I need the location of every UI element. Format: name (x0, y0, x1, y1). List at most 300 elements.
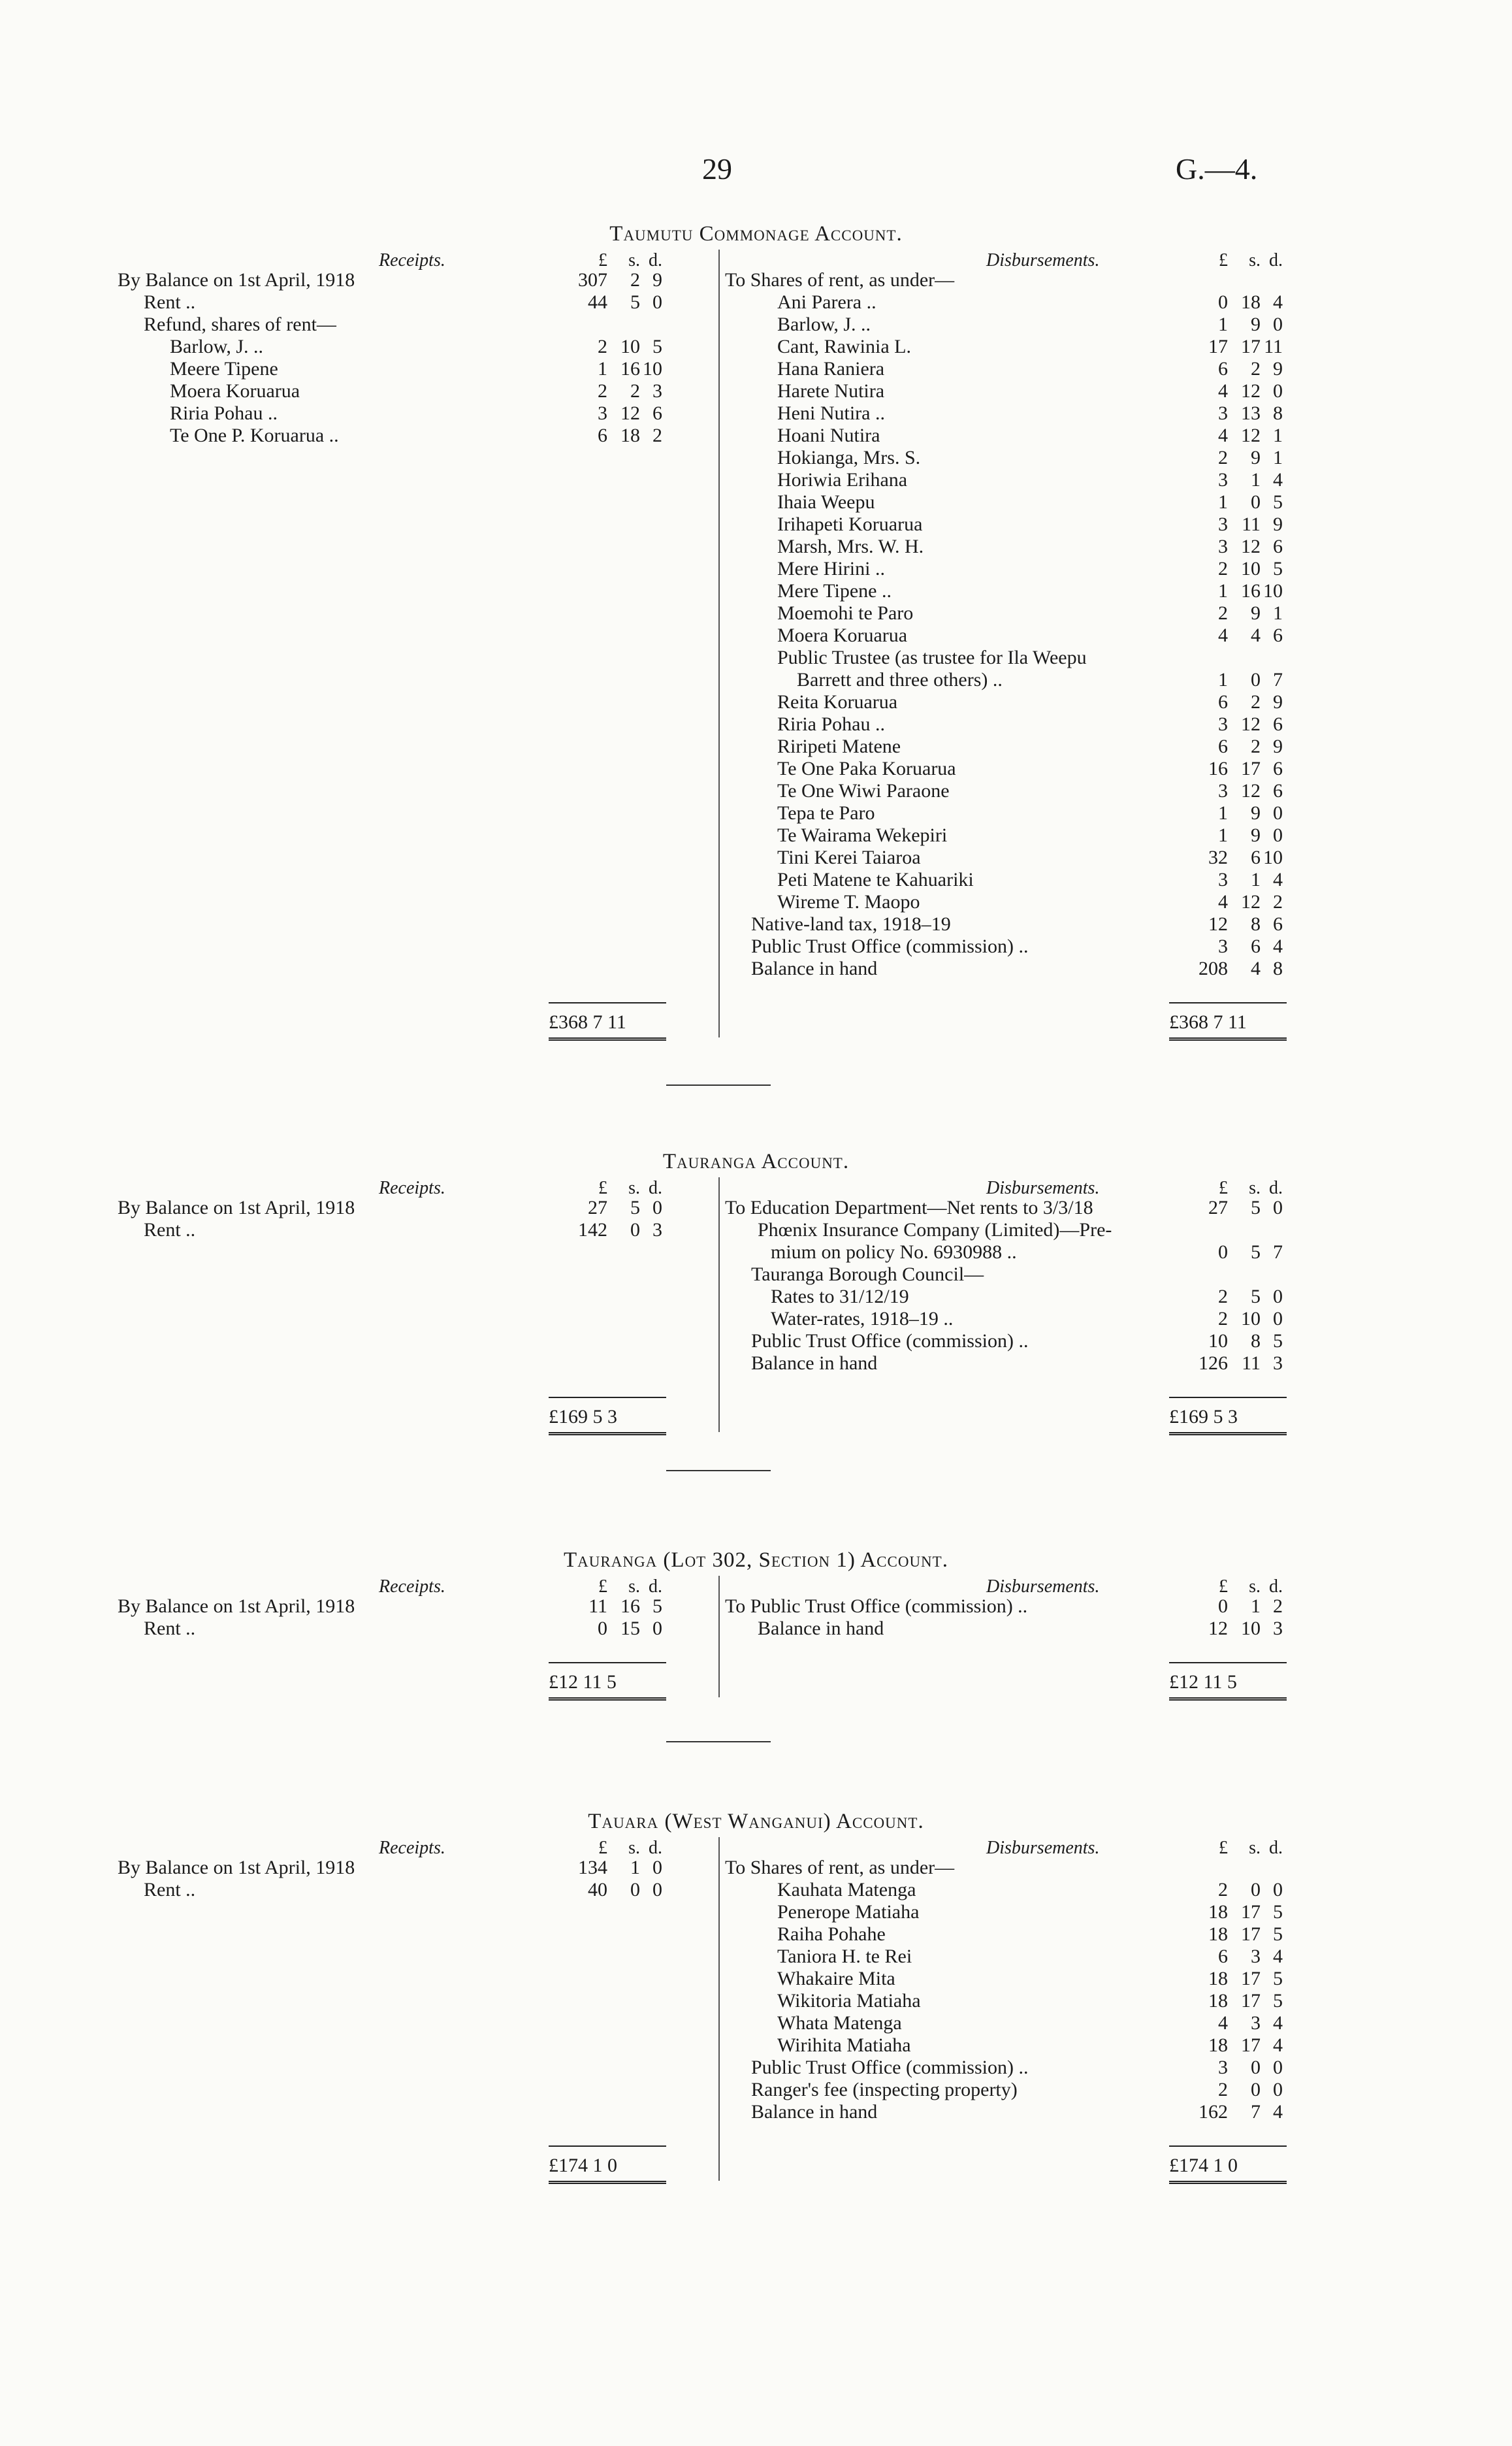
pound-head: £ (1219, 1576, 1228, 1597)
amount-pence: 0 (652, 1197, 662, 1218)
amount-shillings: 12 (1241, 713, 1261, 735)
amount-pence: 5 (1273, 1923, 1283, 1945)
account-title: Tauranga (Lot 302, Section 1) Account. (564, 1548, 948, 1572)
amount-pence: 0 (652, 1618, 662, 1639)
entry-description: Balance in hand (751, 2101, 878, 2123)
amount-pounds: 18 (1208, 1968, 1228, 1989)
amount-pence: 2 (652, 425, 662, 446)
amount-shillings: 0 (1251, 491, 1261, 513)
amount-shillings: 1 (630, 1857, 640, 1878)
disbursement-row (725, 2057, 1329, 2079)
entry-description: Meere Tipene (170, 358, 278, 380)
disbursements-column (725, 1837, 1329, 2123)
pound-head: £ (1219, 1838, 1228, 1858)
disbursement-row (725, 1197, 1329, 1219)
amount-pence: 3 (652, 1219, 662, 1241)
entry-description: Te One Paka Koruarua (777, 758, 956, 779)
disbursement-row (725, 936, 1329, 958)
amount-pounds: 3 (1218, 780, 1228, 802)
column-divider (718, 1177, 720, 1432)
amount-shillings: 2 (630, 380, 640, 402)
disbursement-row (725, 558, 1329, 580)
disbursement-row (725, 514, 1329, 536)
disbursements-label: Disbursements. (986, 1576, 1100, 1597)
entry-description: Peti Matene te Kahuariki (777, 869, 974, 890)
amount-shillings: 11 (1242, 1352, 1261, 1374)
disbursement-row (725, 1330, 1329, 1352)
disbursement-row (725, 380, 1329, 402)
amount-shillings: 9 (1251, 447, 1261, 468)
amount-pence: 4 (1273, 869, 1283, 890)
amount-pence: 4 (1273, 2034, 1283, 2056)
receipts-heading (118, 1576, 718, 1595)
amount-shillings: 7 (1251, 2101, 1261, 2123)
amount-pence: 6 (1273, 758, 1283, 779)
entry-description: Barlow, J. .. (777, 314, 871, 335)
amount-shillings: 12 (620, 402, 640, 424)
amount-pence: 6 (1273, 625, 1283, 646)
amount-pence: 4 (1273, 1946, 1283, 1967)
amount-shillings: 16 (1241, 580, 1261, 602)
disbursement-row (725, 425, 1329, 447)
entry-description: Wireme T. Maopo (777, 891, 920, 913)
total-rule (1169, 2145, 1287, 2147)
entry-description: Moera Koruarua (777, 625, 908, 646)
receipts-column (118, 1837, 718, 1901)
disbursements-column (725, 1576, 1329, 1640)
disbursement-row (725, 2079, 1329, 2101)
amount-pence: 9 (1273, 514, 1283, 535)
total-double-rule (549, 1432, 666, 1435)
total-rule (1169, 1662, 1287, 1663)
amount-pounds: 2 (1218, 558, 1228, 579)
entry-description: Raiha Pohahe (777, 1923, 886, 1945)
amount-shillings: 18 (1241, 291, 1261, 313)
entry-description: Whata Matenga (777, 2012, 902, 2034)
amount-shillings: 3 (1251, 2012, 1261, 2034)
disbursement-row (725, 536, 1329, 558)
entry-description: Taniora H. te Rei (777, 1946, 912, 1967)
amount-shillings: 5 (630, 291, 640, 313)
disbursement-row (725, 602, 1329, 625)
entry-description: Ani Parera .. (777, 291, 877, 313)
receipt-row (118, 314, 718, 336)
disbursement-row (725, 358, 1329, 380)
entry-description: Ihaia Weepu (777, 491, 875, 513)
amount-shillings: 12 (1241, 536, 1261, 557)
receipt-row (118, 1197, 718, 1219)
section-separator (666, 1470, 771, 1471)
entry-description: Te One Wiwi Paraone (777, 780, 950, 802)
amount-pounds: 2 (1218, 2079, 1228, 2100)
receipt-row (118, 358, 718, 380)
amount-pounds: 4 (1218, 625, 1228, 646)
amount-pounds: 2 (1218, 602, 1228, 624)
amount-pounds: 3 (1218, 2057, 1228, 2078)
amount-pounds: 10 (1208, 1330, 1228, 1352)
disbursement-row (725, 824, 1329, 847)
account-title: Tauara (West Wanganui) Account. (588, 1810, 924, 1833)
amount-pounds: 4 (1218, 380, 1228, 402)
amount-pence: 5 (652, 1595, 662, 1617)
amount-shillings: 0 (630, 1879, 640, 1900)
amount-shillings: 10 (1241, 1618, 1261, 1639)
disbursement-row (725, 869, 1329, 891)
shilling-head: s. (1249, 250, 1261, 270)
amount-shillings: 16 (620, 1595, 640, 1617)
amount-pence: 4 (1273, 936, 1283, 957)
disbursement-row (725, 1968, 1329, 1990)
amount-pounds: 6 (1218, 358, 1228, 380)
amount-pence: 3 (652, 380, 662, 402)
pence-head: d. (649, 1838, 662, 1858)
disbursements-column (725, 250, 1329, 980)
amount-pence: 0 (1273, 1879, 1283, 1900)
amount-shillings: 12 (1241, 891, 1261, 913)
amount-shillings: 5 (1251, 1286, 1261, 1307)
amount-shillings: 12 (1241, 780, 1261, 802)
amount-pence: 1 (1273, 425, 1283, 446)
entry-description: Irihapeti Koruarua (777, 514, 923, 535)
amount-pounds: 6 (1218, 691, 1228, 713)
amount-shillings: 12 (1241, 380, 1261, 402)
entry-description: Barrett and three others) .. (797, 669, 1003, 691)
disbursement-row (725, 2101, 1329, 2123)
receipt-row (118, 425, 718, 447)
total-rule (1169, 1397, 1287, 1398)
amount-shillings: 6 (1251, 936, 1261, 957)
amount-pounds: 0 (1218, 1595, 1228, 1617)
entry-description: Tini Kerei Taiaroa (777, 847, 921, 868)
disbursement-row (725, 1352, 1329, 1375)
entry-description: By Balance on 1st April, 1918 (118, 1857, 355, 1878)
page-number: 29 (702, 152, 732, 186)
entry-description: Kauhata Matenga (777, 1879, 916, 1900)
amount-pounds: 0 (1218, 1241, 1228, 1263)
amount-pounds: 142 (578, 1219, 607, 1241)
amount-shillings: 17 (1241, 2034, 1261, 2056)
disbursement-row (725, 491, 1329, 514)
document-reference: G.—4. (1176, 152, 1258, 186)
receipt-row (118, 380, 718, 402)
receipts-column (118, 1576, 718, 1640)
amount-pence: 3 (1273, 1618, 1283, 1639)
amount-shillings: 8 (1251, 913, 1261, 935)
entry-description: By Balance on 1st April, 1918 (118, 269, 355, 291)
amount-pence: 0 (1273, 1286, 1283, 1307)
entry-description: Balance in hand (758, 1618, 884, 1639)
amount-shillings: 13 (1241, 402, 1261, 424)
entry-description: mium on policy No. 6930988 .. (771, 1241, 1017, 1263)
amount-pounds: 16 (1208, 758, 1228, 779)
disbursement-row (725, 447, 1329, 469)
disbursement-row (725, 1595, 1329, 1618)
shilling-head: s. (628, 1178, 640, 1198)
amount-pence: 0 (1273, 1308, 1283, 1329)
amount-pounds: 3 (1218, 713, 1228, 735)
entry-description: Marsh, Mrs. W. H. (777, 536, 924, 557)
disbursement-row (725, 691, 1329, 713)
amount-pounds: 12 (1208, 1618, 1228, 1639)
amount-shillings: 0 (1251, 2057, 1261, 2078)
amount-pounds: 126 (1198, 1352, 1228, 1374)
entry-description: Mere Hirini .. (777, 558, 885, 579)
amount-pounds: 6 (598, 425, 607, 446)
amount-shillings: 15 (620, 1618, 640, 1639)
disbursement-row (725, 1264, 1329, 1286)
amount-pounds: 18 (1208, 2034, 1228, 2056)
amount-pence: 0 (1273, 2057, 1283, 2078)
receipts-column (118, 250, 718, 447)
amount-pence: 7 (1273, 669, 1283, 691)
entry-description: Hana Raniera (777, 358, 885, 380)
amount-pounds: 1 (598, 358, 607, 380)
disbursement-row (725, 1990, 1329, 2012)
disbursement-row (725, 780, 1329, 802)
total-rule (549, 1662, 666, 1663)
entry-description: Harete Nutira (777, 380, 885, 402)
receipt-row (118, 1879, 718, 1901)
shilling-head: s. (628, 250, 640, 270)
entry-description: Riria Pohau .. (777, 713, 885, 735)
pound-head: £ (598, 1838, 607, 1858)
amount-pence: 7 (1273, 1241, 1283, 1263)
amount-pounds: 3 (1218, 402, 1228, 424)
entry-description: Wirihita Matiaha (777, 2034, 911, 2056)
entry-description: Cant, Rawinia L. (777, 336, 911, 357)
amount-pounds: 4 (1218, 425, 1228, 446)
amount-pence: 8 (1273, 402, 1283, 424)
receipt-row (118, 1595, 718, 1618)
shilling-head: s. (628, 1838, 640, 1858)
amount-shillings: 17 (1241, 1968, 1261, 1989)
amount-pounds: 11 (588, 1595, 607, 1617)
amount-shillings: 9 (1251, 602, 1261, 624)
amount-pounds: 1 (1218, 824, 1228, 846)
amount-pounds: 6 (1218, 736, 1228, 757)
entry-description: Public Trust Office (commission) .. (751, 2057, 1029, 2078)
entry-description: Reita Koruarua (777, 691, 898, 713)
disbursement-row (725, 1618, 1329, 1640)
amount-pounds: 1 (1218, 802, 1228, 824)
amount-pence: 9 (1273, 358, 1283, 380)
total-rule (549, 1397, 666, 1398)
disbursements-total: £12 11 5 (1169, 1671, 1237, 1693)
amount-shillings: 17 (1241, 1901, 1261, 1923)
amount-shillings: 2 (630, 269, 640, 291)
disbursements-total: £169 5 3 (1169, 1406, 1238, 1427)
pound-head: £ (1219, 1178, 1228, 1198)
receipts-label: Receipts. (379, 250, 445, 270)
receipts-label: Receipts. (379, 1838, 445, 1858)
amount-shillings: 2 (1251, 691, 1261, 713)
disbursement-row (725, 847, 1329, 869)
amount-pence: 0 (1273, 824, 1283, 846)
pence-head: d. (1269, 250, 1283, 270)
entry-description: Wikitoria Matiaha (777, 1990, 921, 2012)
entry-description: Phœnix Insurance Company (Limited)—Pre- (758, 1219, 1112, 1241)
entry-description: Te Wairama Wekepiri (777, 824, 948, 846)
total-double-rule (1169, 1037, 1287, 1041)
entry-description: Rent .. (144, 1879, 196, 1900)
disbursements-total: £174 1 0 (1169, 2155, 1238, 2176)
entry-description: Rates to 31/12/19 (771, 1286, 909, 1307)
amount-shillings: 4 (1251, 625, 1261, 646)
entry-description: Balance in hand (751, 958, 878, 979)
amount-pounds: 2 (1218, 447, 1228, 468)
amount-pence: 8 (1273, 958, 1283, 979)
amount-pence: 5 (1273, 1990, 1283, 2012)
disbursement-row (725, 713, 1329, 736)
amount-pence: 0 (652, 291, 662, 313)
amount-pence: 6 (652, 402, 662, 424)
amount-pence: 5 (1273, 1330, 1283, 1352)
pound-head: £ (598, 1576, 607, 1597)
amount-shillings: 0 (630, 1219, 640, 1241)
amount-pounds: 27 (588, 1197, 607, 1218)
disbursement-row (725, 1241, 1329, 1264)
amount-pounds: 1 (1218, 314, 1228, 335)
amount-shillings: 10 (620, 336, 640, 357)
amount-pence: 1 (1273, 602, 1283, 624)
disbursement-row (725, 1219, 1329, 1241)
section-separator (666, 1741, 771, 1742)
amount-pounds: 3 (598, 402, 607, 424)
pence-head: d. (649, 250, 662, 270)
shilling-head: s. (1249, 1178, 1261, 1198)
disbursement-row (725, 802, 1329, 824)
entry-description: Rent .. (144, 1618, 196, 1639)
disbursements-label: Disbursements. (986, 1838, 1100, 1858)
entry-description: Riria Pohau .. (170, 402, 278, 424)
entry-description: To Education Department—Net rents to 3/3/18 (725, 1197, 1093, 1218)
receipts-total: £12 11 5 (549, 1671, 617, 1693)
disbursement-row (725, 1308, 1329, 1330)
disbursement-row (725, 2034, 1329, 2057)
receipts-label: Receipts. (379, 1576, 445, 1597)
amount-pence: 10 (1263, 580, 1283, 602)
entry-description: Ranger's fee (inspecting property) (751, 2079, 1018, 2100)
amount-pounds: 307 (578, 269, 607, 291)
shilling-head: s. (628, 1576, 640, 1597)
shilling-head: s. (1249, 1838, 1261, 1858)
disbursements-label: Disbursements. (986, 250, 1100, 270)
account-title: Tauranga Account. (662, 1150, 850, 1173)
receipt-row (118, 1219, 718, 1241)
amount-shillings: 5 (1251, 1241, 1261, 1263)
amount-pence: 4 (1273, 2101, 1283, 2123)
entry-description: Whakaire Mita (777, 1968, 895, 1989)
amount-shillings: 17 (1241, 758, 1261, 779)
amount-pence: 5 (1273, 1901, 1283, 1923)
shilling-head: s. (1249, 1576, 1261, 1597)
amount-pounds: 2 (1218, 1308, 1228, 1329)
total-double-rule (549, 2181, 666, 2184)
receipts-total: £174 1 0 (549, 2155, 617, 2176)
amount-pounds: 134 (578, 1857, 607, 1878)
receipts-total: £368 7 11 (549, 1011, 626, 1033)
amount-pounds: 2 (1218, 1286, 1228, 1307)
amount-shillings: 4 (1251, 958, 1261, 979)
entry-description: Public Trustee (as trustee for Ila Weepu (777, 647, 1087, 668)
entry-description: Balance in hand (751, 1352, 878, 1374)
entry-description: By Balance on 1st April, 1918 (118, 1595, 355, 1617)
amount-pence: 10 (1263, 847, 1283, 868)
amount-pounds: 32 (1208, 847, 1228, 868)
amount-shillings: 1 (1251, 469, 1261, 491)
entry-description: Heni Nutira .. (777, 402, 885, 424)
disbursement-row (725, 1901, 1329, 1923)
disbursement-row (725, 291, 1329, 314)
entry-description: Mere Tipene .. (777, 580, 892, 602)
amount-shillings: 11 (1242, 514, 1261, 535)
amount-pence: 6 (1273, 536, 1283, 557)
amount-pounds: 40 (588, 1879, 607, 1900)
amount-shillings: 1 (1251, 1595, 1261, 1617)
entry-description: To Public Trust Office (commission) .. (725, 1595, 1028, 1617)
amount-shillings: 9 (1251, 824, 1261, 846)
section-separator (666, 1084, 771, 1086)
amount-shillings: 0 (1251, 669, 1261, 691)
entry-description: To Shares of rent, as under— (725, 269, 955, 291)
disbursement-row (725, 580, 1329, 602)
amount-pence: 5 (1273, 1968, 1283, 1989)
amount-pence: 5 (1273, 558, 1283, 579)
amount-pounds: 162 (1198, 2101, 1228, 2123)
amount-pounds: 0 (1218, 291, 1228, 313)
amount-pounds: 18 (1208, 1901, 1228, 1923)
amount-pence: 0 (1273, 314, 1283, 335)
amount-pence: 9 (1273, 691, 1283, 713)
receipts-heading (118, 1177, 718, 1197)
amount-shillings: 8 (1251, 1330, 1261, 1352)
amount-pence: 0 (652, 1879, 662, 1900)
amount-pence: 5 (1273, 491, 1283, 513)
amount-pounds: 6 (1218, 1946, 1228, 1967)
amount-pounds: 2 (1218, 1879, 1228, 1900)
amount-pounds: 3 (1218, 469, 1228, 491)
amount-pounds: 2 (598, 336, 607, 357)
amount-pence: 11 (1264, 336, 1283, 357)
amount-pounds: 3 (1218, 869, 1228, 890)
disbursement-row (725, 758, 1329, 780)
amount-shillings: 17 (1241, 1923, 1261, 1945)
total-double-rule (1169, 1697, 1287, 1701)
disbursement-row (725, 625, 1329, 647)
amount-pence: 4 (1273, 469, 1283, 491)
disbursements-column (725, 1177, 1329, 1375)
amount-pounds: 3 (1218, 514, 1228, 535)
amount-pounds: 2 (598, 380, 607, 402)
amount-pence: 0 (652, 1857, 662, 1878)
total-double-rule (1169, 2181, 1287, 2184)
disbursement-row (725, 1946, 1329, 1968)
disbursements-heading (725, 250, 1329, 269)
entry-description: To Shares of rent, as under— (725, 1857, 955, 1878)
amount-shillings: 0 (1251, 1879, 1261, 1900)
pence-head: d. (1269, 1178, 1283, 1198)
account-title: Taumutu Commonage Account. (609, 222, 903, 246)
entry-description: Moemohi te Paro (777, 602, 914, 624)
amount-shillings: 5 (630, 1197, 640, 1218)
entry-description: Native-land tax, 1918–19 (751, 913, 951, 935)
pound-head: £ (598, 250, 607, 270)
amount-pence: 10 (643, 358, 662, 380)
amount-pence: 9 (1273, 736, 1283, 757)
entry-description: Horiwia Erihana (777, 469, 908, 491)
column-divider (718, 1837, 720, 2181)
amount-pounds: 208 (1198, 958, 1228, 979)
